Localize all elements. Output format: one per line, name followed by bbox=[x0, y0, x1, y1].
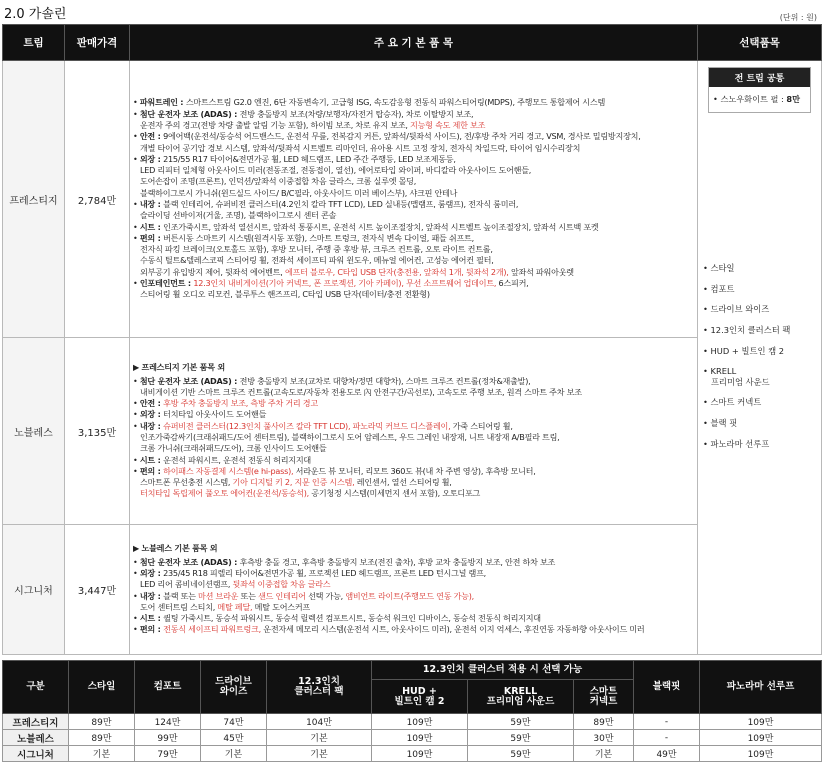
table-cell: 노블레스 bbox=[3, 730, 69, 746]
table-cell: 49만 bbox=[634, 746, 700, 762]
feature-section-header: ▶ 프레스티지 기본 품목 외 bbox=[133, 362, 225, 373]
trim-name: 노블레스 bbox=[3, 338, 65, 525]
feature-line: LED 리어 콤비네이션램프, 뒷좌석 이중접합 차음 글라스 bbox=[140, 579, 331, 590]
trim-table-header bbox=[3, 25, 822, 61]
table-cell: 109만 bbox=[700, 714, 822, 730]
trim-price: 3,135만 bbox=[65, 338, 130, 525]
col-hud: HUD + 빌트인 캠 2 bbox=[372, 680, 468, 714]
table-cell: 30만 bbox=[574, 730, 634, 746]
col-group-cluster: 12.3인치 클러스터 적용 시 선택 가능 bbox=[372, 661, 634, 680]
col-cluster-pack: 12.3인치 클러스터 팩 bbox=[267, 661, 372, 714]
table-cell: - bbox=[634, 714, 700, 730]
table-cell: 시그니처 bbox=[3, 746, 69, 762]
trim-price: 2,784만 bbox=[65, 61, 130, 338]
table-cell: 기본 bbox=[201, 746, 267, 762]
feature-line: 외부공기 유입방지 제어, 뒷좌석 에어벤트, 에프터 블로우, C타입 USB 단자(충전용, 앞좌석 1개, 뒷좌석 2개), 앞좌석 파워아웃렛 bbox=[140, 266, 574, 277]
feature-line: 내비게이션 기반 스마트 크루즈 컨트롤(고속도로/자동차 전용도로 內 안전구간/곡선로), 고속도로 주행 보조, 원격 스마트 주차 보조 bbox=[140, 386, 582, 397]
feature-line: • 첨단 운전자 보조 (ADAS) : 전방 충돌방지 보조(차량/보행자/자전거 탑승자), 차로 이탈방지 보조, bbox=[133, 108, 474, 119]
trim-price: 3,447만 bbox=[65, 525, 130, 655]
table-row bbox=[3, 746, 822, 762]
col-style: 스타일 bbox=[69, 661, 135, 714]
table-cell: 79만 bbox=[135, 746, 201, 762]
col-krell: KRELL 프리미엄 사운드 bbox=[468, 680, 574, 714]
option-item: • 컴포트 bbox=[703, 283, 735, 294]
table-cell: 109만 bbox=[372, 714, 468, 730]
option-table-header bbox=[3, 661, 822, 680]
feature-list-noblesse bbox=[130, 338, 698, 525]
option-price-table bbox=[2, 660, 822, 762]
table-cell: 109만 bbox=[700, 746, 822, 762]
feature-line: • 내장 : 블랙 인테리어, 슈퍼비전 클러스터(4.2인치 칼라 TFT LCD), LED 실내등(맵램프, 룸램프), 전자식 룸미러, bbox=[133, 199, 519, 209]
option-item: • 파노라마 선루프 bbox=[703, 438, 770, 449]
feature-line: 블랙하이그로시 가니쉬(윈드실드 사이드/ B/C필라, 아웃사이드 미러 베이스부), 샤크핀 안테나 bbox=[140, 187, 458, 198]
common-options-box bbox=[708, 67, 811, 113]
feature-line: 전자식 파킹 브레이크(오토홀드 포함), 후방 모니터, 주행 중 후방 뷰, 크루즈 컨트롤, 오토 라이트 컨트롤, bbox=[140, 244, 493, 255]
table-cell: 89만 bbox=[69, 730, 135, 746]
feature-line: • 인포테인먼트 : 12.3인치 내비게이션(기아 커넥트, 폰 프로젝션, 기아 카페이), 무선 소프트웨어 업데이트, 6스피커, bbox=[133, 278, 529, 289]
common-option-item: • 스노우화이트 펄 : 8만 bbox=[713, 94, 800, 104]
feature-line: 도어 센터트림 스티치, 메탈 페달, 메탈 도어스커프 bbox=[140, 601, 310, 612]
col-black-fit: 블랙핏 bbox=[634, 661, 700, 714]
table-cell: 기본 bbox=[69, 746, 135, 762]
option-item: • HUD + 빌트인 캠 2 bbox=[703, 345, 785, 356]
col-panorama: 파노라마 선루프 bbox=[700, 661, 822, 714]
feature-line: • 외장 : 235/45 R18 피렐리 타이어&전면가공 휠, 프로젝션 LED 헤드램프, 프론트 LED 턴시그널 램프, bbox=[133, 567, 486, 578]
table-cell: 99만 bbox=[135, 730, 201, 746]
table-cell: 124만 bbox=[135, 714, 201, 730]
row-prestige bbox=[3, 61, 822, 338]
header-options: 선택품목 bbox=[698, 25, 822, 61]
page-title: 2.0 가솔린 bbox=[4, 7, 67, 22]
feature-line: 수동식 틸트&텔레스코픽 스티어링 휠, 전좌석 세이프티 파워 윈도우, 메뉴얼 에어컨, 고성능 에어컨 필터, bbox=[140, 255, 494, 266]
feature-line: • 외장 : 215/55 R17 타이어&전면가공 휠, LED 헤드램프, LED 주간 주행등, LED 보조제동등, bbox=[133, 153, 456, 164]
table-cell: 59만 bbox=[468, 714, 574, 730]
col-comfort: 컴포트 bbox=[135, 661, 201, 714]
feature-line: • 편의 : 하이패스 자동결제 시스템(e hi-pass), 서라운드 뷰 모니터, 리모트 360도 뷰(내 차 주변 영상), 후측방 모니터, bbox=[133, 465, 536, 476]
common-options-title: 전 트림 공통 bbox=[709, 68, 810, 87]
feature-line: • 편의 : 전동식 세이프티 파워트렁크, 운전자세 메모리 시스템(운전석 시트, 아웃사이드 미러), 운전석 이지 억세스, 후진연동 자동하향 아웃사이드 미러 bbox=[133, 624, 645, 635]
col-drive-wise: 드라이브 와이즈 bbox=[201, 661, 267, 714]
feature-line: 인조가죽감싸기(크래쉬패드/도어 센터트림), 블랙하이그로시 도어 암레스트, 우드 그레인 내장재, 니트 내장재 A/B필라 트림, bbox=[140, 432, 560, 442]
feature-line: • 시트 : 인조가죽시트, 앞좌석 열선시트, 앞좌석 통풍시트, 운전석 시트 높이조절장치, 앞좌석 시트벨트 높이조절장치, 앞좌석 시트백 포켓 bbox=[133, 221, 599, 232]
feature-line: 슬라이딩 선바이저(거울, 조명), 블랙하이그로시 센터 콘솔 bbox=[140, 210, 337, 221]
feature-line: • 첨단 운전자 보조 (ADAS) : 후측방 충돌 경고, 후측방 충돌방지 보조(전진 출차), 후방 교차 충돌방지 보조, 안전 하차 보조 bbox=[133, 556, 556, 567]
feature-list-signature bbox=[130, 525, 698, 655]
feature-line: • 파워트레인 : 스마트스트림 G2.0 엔진, 6단 자동변속기, 고급형 ISG, 속도감응형 전동식 파워스티어링(MDPS), 주행모드 통합제어 시스템 bbox=[133, 97, 606, 108]
table-cell: 기본 bbox=[267, 746, 372, 762]
table-cell: 89만 bbox=[574, 714, 634, 730]
option-item: • 스마트 커넥트 bbox=[703, 397, 762, 408]
option-item: • 12.3인치 클러스터 팩 bbox=[703, 325, 791, 336]
table-cell: 109만 bbox=[700, 730, 822, 746]
table-cell: 109만 bbox=[372, 746, 468, 762]
header-price: 판매가격 bbox=[65, 25, 130, 61]
trim-name: 프레스티지 bbox=[3, 61, 65, 338]
trim-name: 시그니처 bbox=[3, 525, 65, 655]
col-trim: 구분 bbox=[3, 661, 69, 714]
table-cell: 45만 bbox=[201, 730, 267, 746]
option-list bbox=[703, 263, 816, 449]
col-smart-connect: 스마트 커넥트 bbox=[574, 680, 634, 714]
feature-line: 스마트폰 무선충전 시스템, 기아 디지털 키 2, 지문 인증 시스템, 레인센서, 열선 스티어링 휠, bbox=[140, 477, 452, 488]
feature-line: 터치타입 독립제어 풀오토 에어컨(운전석/동승석), 공기청정 시스템(미세먼지 센서 포함), 오토디포그 bbox=[140, 488, 481, 499]
feature-line: • 시트 : 퀼팅 가죽시트, 동승석 파워시트, 동승석 릴렉션 컴포트시트, 동승석 워크인 디바이스, 동승석 전동식 허리지지대 bbox=[133, 613, 541, 624]
option-item: • 블랙 핏 bbox=[703, 418, 738, 429]
feature-line: LED 리피터 일체형 아웃사이드 미러(전동조절, 전동접이, 열선), 에어로타입 와이퍼, 바디칼라 아웃사이드 도어핸들, bbox=[140, 165, 532, 176]
feature-line: 운전자 주의 경고(전방 차량 출발 알림 기능 포함), 하이빔 보조, 차로 유지 보조, 지능형 속도 제한 보조 bbox=[140, 119, 486, 130]
table-cell: 프레스티지 bbox=[3, 714, 69, 730]
feature-line: • 내장 : 슈퍼비전 클러스터(12.3인치 풀사이즈 칼라 TFT LCD), 파노라믹 커브드 디스플레이, 가죽 스티어링 휠, bbox=[133, 420, 513, 431]
header-features: 주 요 기 본 품 목 bbox=[130, 25, 698, 61]
table-cell: 기본 bbox=[267, 730, 372, 746]
option-item: • KRELL 프리미엄 사운드 bbox=[703, 366, 770, 387]
feature-line: • 시트 : 운전석 파워시트, 운전석 전동식 허리지지대 bbox=[133, 454, 311, 465]
feature-line: • 안전 : 9에어백(운전석/동승석 어드밴스드, 운전석 무릎, 전복감지 커튼, 앞좌석/뒷좌석 사이드), 전/후방 주차 거리 경고, VSM, 경사로 밀림방지장치, bbox=[133, 131, 641, 142]
feature-line: • 편의 : 버튼시동 스마트키 시스템(원격시동 포함), 스마트 트렁크, 전자식 변속 다이얼, 패들 쉬프트, bbox=[133, 232, 474, 243]
table-cell: 59만 bbox=[468, 730, 574, 746]
feature-line: 크롬 가니쉬(크래쉬패드/도어), 크롬 인사이드 도어핸들 bbox=[140, 443, 327, 454]
table-cell: 104만 bbox=[267, 714, 372, 730]
feature-list-prestige bbox=[130, 61, 698, 338]
table-cell: - bbox=[634, 730, 700, 746]
table-cell: 89만 bbox=[69, 714, 135, 730]
header-trim: 트림 bbox=[3, 25, 65, 61]
feature-line: • 외장 : 터치타입 아웃사이드 도어핸들 bbox=[133, 409, 267, 420]
unit-note: (단위 : 원) bbox=[779, 13, 817, 22]
table-row bbox=[3, 714, 822, 730]
table-cell: 74만 bbox=[201, 714, 267, 730]
feature-line: 도어손잡이 조명(프론트), 인덕션/앞좌석 이중접합 차음 글라스, 크롬 실루엣 몰딩, bbox=[140, 176, 417, 187]
option-item: • 드라이브 와이즈 bbox=[703, 304, 770, 315]
feature-line: • 안전 : 후방 주차 충돌방지 보조, 측방 주차 거리 경고 bbox=[133, 398, 318, 409]
options-column bbox=[698, 61, 822, 655]
table-cell: 59만 bbox=[468, 746, 574, 762]
feature-line: • 첨단 운전자 보조 (ADAS) : 전방 충돌방지 보조(교차로 대향차/정면 대향차), 스마트 크루즈 컨트롤(정차&재출발), bbox=[133, 375, 531, 386]
table-cell: 기본 bbox=[574, 746, 634, 762]
feature-line: 스티어링 휠 오디오 리모컨, 블루투스 핸즈프리, C타입 USB 단자(데이터/충전 전환형) bbox=[140, 289, 430, 300]
feature-line: • 내장 : 블랙 또는 마션 브라운 또는 샌드 인테리어 선택 가능, 앰비언트 라이트(주행모드 연동 가능), bbox=[133, 590, 474, 601]
option-item: • 스타일 bbox=[703, 263, 735, 273]
table-cell: 109만 bbox=[372, 730, 468, 746]
table-row bbox=[3, 730, 822, 746]
feature-section-header: ▶ 노블레스 기본 품목 외 bbox=[133, 543, 218, 554]
trim-table bbox=[2, 24, 822, 655]
feature-line: 개별 타이어 공기압 경보 시스템, 앞좌석/뒷좌석 시트벨트 리마인더, 유아용 시트 고정 장치, 전자식 차일드락, 타이어 임시수리장치 bbox=[140, 142, 581, 153]
